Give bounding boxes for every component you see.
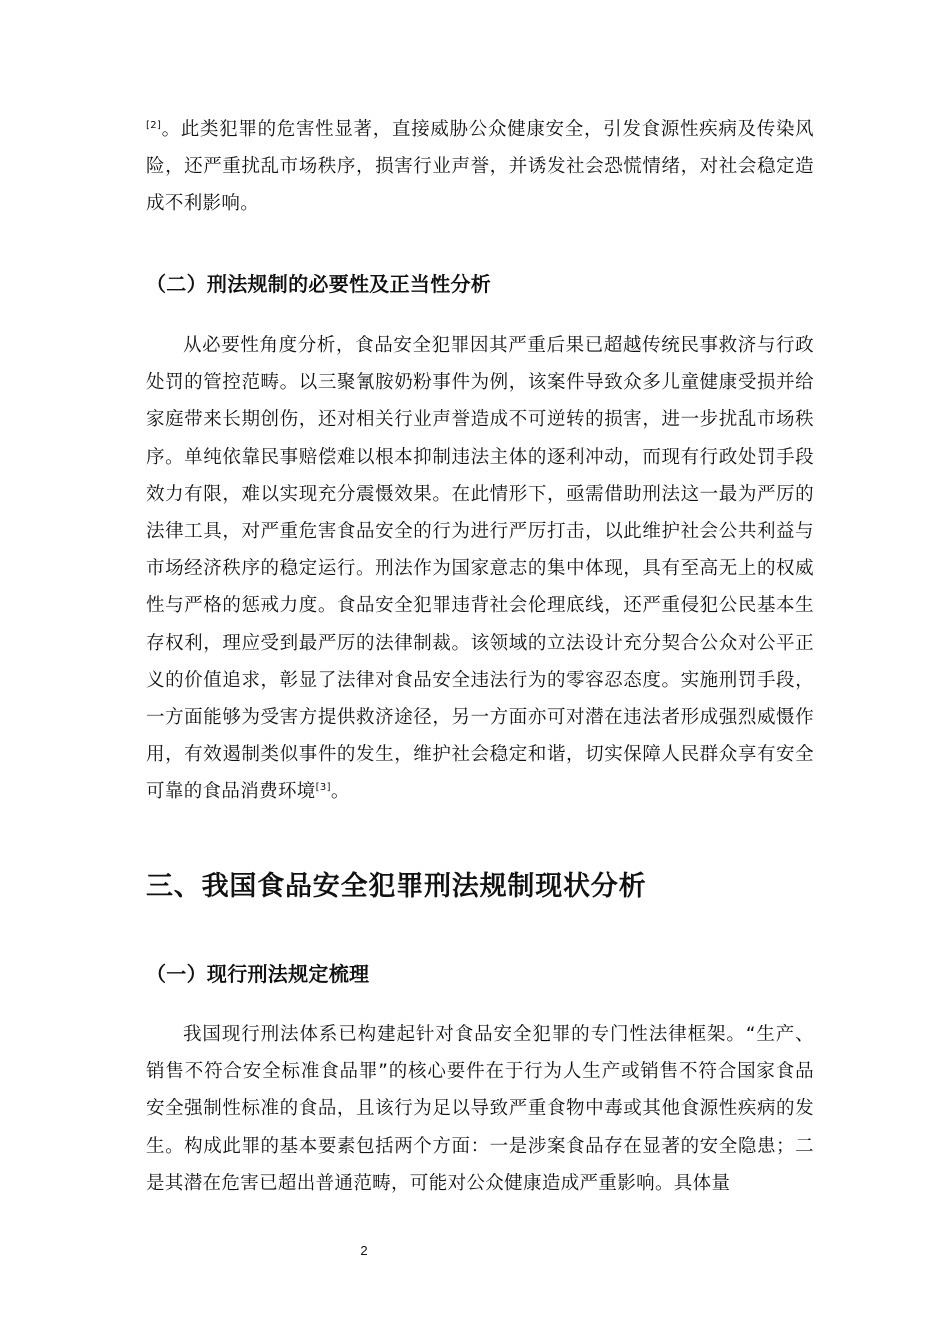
citation-ref-3: [3] (315, 782, 331, 794)
paragraph-text: 。此类犯罪的危害性显著，直接威胁公众健康安全，引发食源性疾病及传染风险，还严重扰乱市场秩序，损害行业声誉，并诱发社会恐慌情绪，对社会稳定造成不利影响。 (146, 119, 814, 215)
paragraph-end: 。 (330, 781, 350, 803)
chapter-heading-current-status: 三、我国食品安全犯罪刑法规制现状分析 (146, 871, 647, 902)
paragraph-text: 我国现行刑法体系已构建起针对食品安全犯罪的专门性法律框架。“生产、销售不符合安全标准食品罪”的核心要件在于行为人生产或销售不符合国家食品安全强制性标准的食品，且该行为足以导致严重食物中毒或其他食源性疾病的发生。构成此罪的基本要素包括两个方面：一是涉案食品存在显著的安全隐患；二是其潜在危害已超出普通范畴，可能对公众健康造成严重影响。具体量 (146, 1024, 814, 1194)
paragraph-current-provisions (146, 1016, 814, 1202)
paragraph-necessity-analysis (146, 327, 814, 811)
section-heading-current-provisions: （一）现行刑法规定梳理 (146, 962, 370, 986)
paragraph-harm-description (146, 111, 814, 223)
page-number: 2 (360, 1243, 368, 1258)
section-heading-necessity: （二）刑法规制的必要性及正当性分析 (146, 272, 492, 296)
citation-ref-2: [2] (146, 120, 162, 131)
paragraph-text: 从必要性角度分析，食品安全犯罪因其严重后果已超越传统民事救济与行政处罚的管控范畴。以三聚氰胺奶粉事件为例，该案件导致众多儿童健康受损并给家庭带来长期创伤，还对相关行业声誉造成不可逆转的损害，进一步扰乱市场秩序。单纯依靠民事赔偿难以根本抑制违法主体的逐利冲动，而现有行政处罚手段效力有限，难以实现充分震慑效果。在此情形下，亟需借助刑法这一最为严厉的法律工具，对严重危害食品安全的行为进行严厉打击，以此维护社会公共利益与市场经济秩序的稳定运行。刑法作为国家意志的集中体现，具有至高无上的权威性与严格的惩戒力度。食品安全犯罪违背社会伦理底线，还严重侵犯公民基本生存权利，理应受到最严厉的法律制裁。该领域的立法设计充分契合公众对公平正义的价值追求，彰显了法律对食品安全违法行为的零容忍态度。实施刑罚手段，一方面能够为受害方提供救济途径，另一方面亦可对潜在违法者形成强烈威慑作用，有效遏制类似事件的发生，维护社会稳定和谐，切实保障人民群众享有安全可靠的食品消费环境 (146, 335, 814, 803)
